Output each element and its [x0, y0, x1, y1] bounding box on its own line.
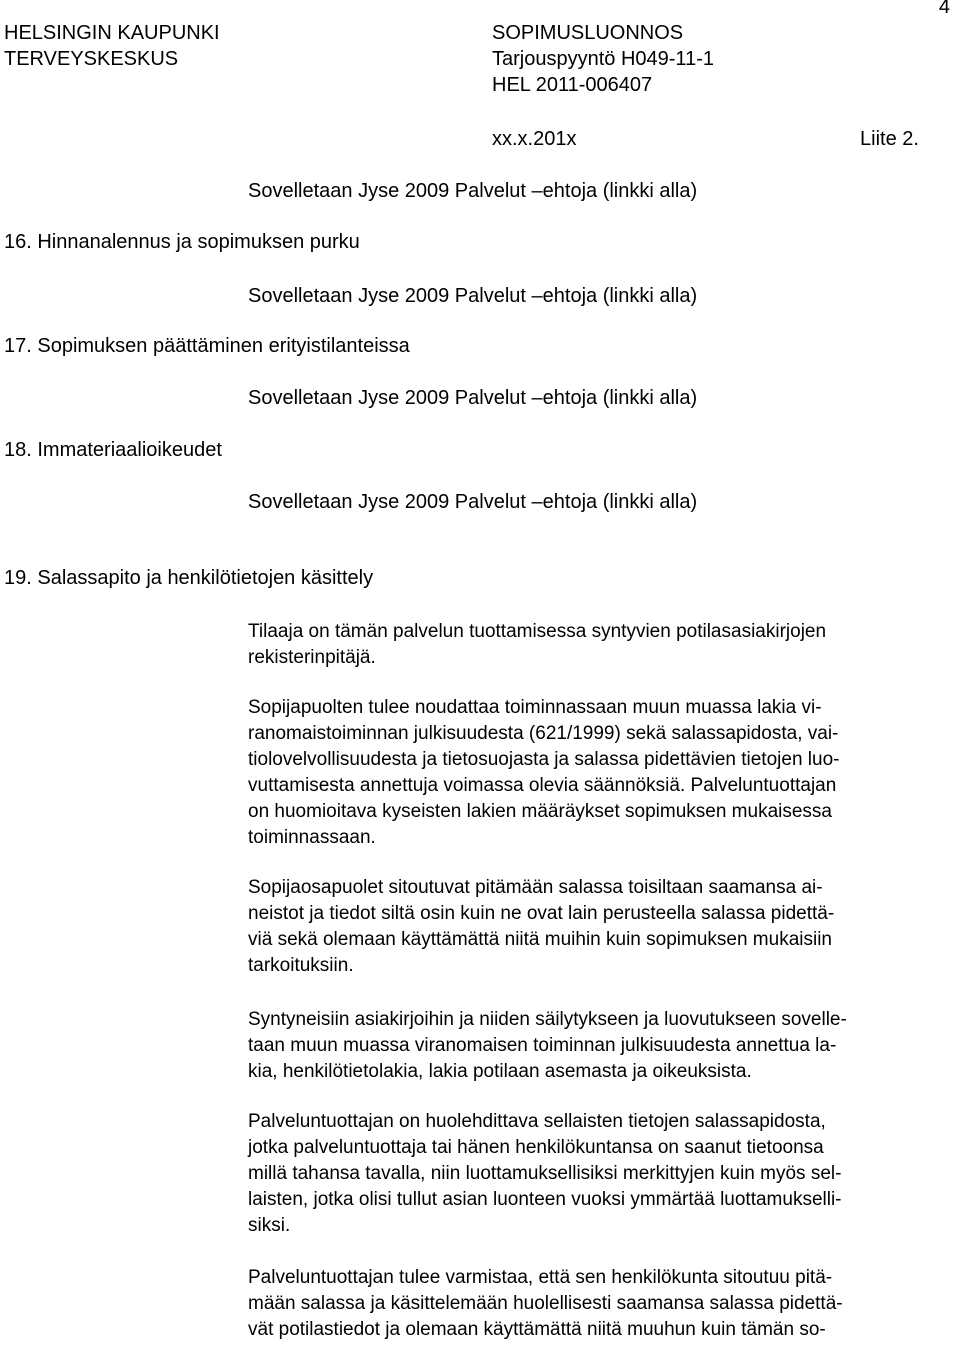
section-heading-18: 18. Immateriaalioikeudet — [4, 439, 222, 461]
paragraph-line: Palveluntuottajan tulee varmistaa, että sen henkilökunta sitoutuu pitä- — [248, 1267, 833, 1288]
paragraph-line: ranomaistoiminnan julkisuudesta (621/1999) sekä salassapidosta, vai- — [248, 723, 839, 744]
page-number: 4 — [938, 0, 950, 18]
paragraph-line: toiminnassaan. — [248, 827, 376, 848]
paragraph-line: vät potilastiedot ja olemaan käyttämättä niitä muuhun kuin tämän so- — [248, 1319, 826, 1340]
paragraph-line: Sopijapuolten tulee noudattaa toiminnassaan muun muassa lakia vi- — [248, 697, 822, 718]
org-name: HELSINGIN KAUPUNKI — [4, 22, 220, 44]
paragraph-line: neistot ja tiedot siltä osin kuin ne ovat lain perusteella salassa pidettä- — [248, 903, 835, 924]
paragraph-line: viä sekä olemaan käyttämättä niitä muihin kuin sopimuksen mukaisiin — [248, 929, 832, 950]
applies-terms-text: Sovelletaan Jyse 2009 Palvelut –ehtoja (linkki alla) — [248, 285, 698, 307]
paragraph-line: mään salassa ja käsittelemään huolellisesti saamansa salassa pidettä- — [248, 1293, 843, 1314]
section-heading-16: 16. Hinnanalennus ja sopimuksen purku — [4, 231, 360, 253]
paragraph-line: Sopijaosapuolet sitoutuvat pitämään salassa toisiltaan saamansa ai- — [248, 877, 823, 898]
paragraph-records-handling — [248, 1007, 948, 1085]
paragraph-controller — [248, 619, 948, 671]
paragraph-line: taan muun muassa viranomaisen toiminnan julkisuudesta annettua la- — [248, 1035, 837, 1056]
applies-terms-text: Sovelletaan Jyse 2009 Palvelut –ehtoja (linkki alla) — [248, 180, 698, 202]
tender-reference: Tarjouspyyntö H049-11-1 — [492, 48, 714, 70]
paragraph-line: millä tahansa tavalla, niin luottamuksellisiksi merkittyjen kuin myös sel- — [248, 1163, 842, 1184]
paragraph-provider-secrecy — [248, 1109, 948, 1239]
paragraph-mutual-confidentiality — [248, 875, 948, 979]
case-number: HEL 2011-006407 — [492, 74, 653, 96]
document-type: SOPIMUSLUONNOS — [492, 22, 684, 44]
paragraph-line: rekisterinpitäjä. — [248, 647, 376, 668]
document-date: xx.x.201x — [492, 128, 577, 150]
org-unit: TERVEYSKESKUS — [4, 48, 179, 70]
paragraph-line: vuttamisesta annettuja voimassa olevia säännöksiä. Palveluntuottajan — [248, 775, 837, 796]
section-heading-19: 19. Salassapito ja henkilötietojen käsittely — [4, 567, 374, 589]
paragraph-line: laisten, jotka olisi tullut asian luonteen vuoksi ymmärtää luottamukselli- — [248, 1189, 842, 1210]
section-heading-17: 17. Sopimuksen päättäminen erityistilanteissa — [4, 335, 410, 357]
paragraph-staff-commitment — [248, 1265, 948, 1343]
paragraph-legislation — [248, 695, 948, 851]
paragraph-line: on huomioitava kyseisten lakien määräykset sopimuksen mukaisessa — [248, 801, 832, 822]
appendix-label: Liite 2. — [860, 128, 919, 150]
paragraph-line: tarkoituksiin. — [248, 955, 354, 976]
paragraph-line: Syntyneisiin asiakirjoihin ja niiden säilytykseen ja luovutukseen sovelle- — [248, 1009, 847, 1030]
paragraph-line: Tilaaja on tämän palvelun tuottamisessa syntyvien potilasasiakirjojen — [248, 621, 827, 642]
paragraph-line: jotka palveluntuottaja tai hänen henkilökuntansa on saanut tietoonsa — [248, 1137, 824, 1158]
paragraph-line: siksi. — [248, 1215, 291, 1236]
paragraph-line: kia, henkilötietolakia, lakia potilaan asemasta ja oikeuksista. — [248, 1061, 752, 1082]
applies-terms-text: Sovelletaan Jyse 2009 Palvelut –ehtoja (linkki alla) — [248, 491, 698, 513]
paragraph-line: Palveluntuottajan on huolehdittava sellaisten tietojen salassapidosta, — [248, 1111, 826, 1132]
applies-terms-text: Sovelletaan Jyse 2009 Palvelut –ehtoja (linkki alla) — [248, 387, 698, 409]
paragraph-line: tiolovelvollisuudesta ja tietosuojasta ja salassa pidettävien tietojen luo- — [248, 749, 840, 770]
